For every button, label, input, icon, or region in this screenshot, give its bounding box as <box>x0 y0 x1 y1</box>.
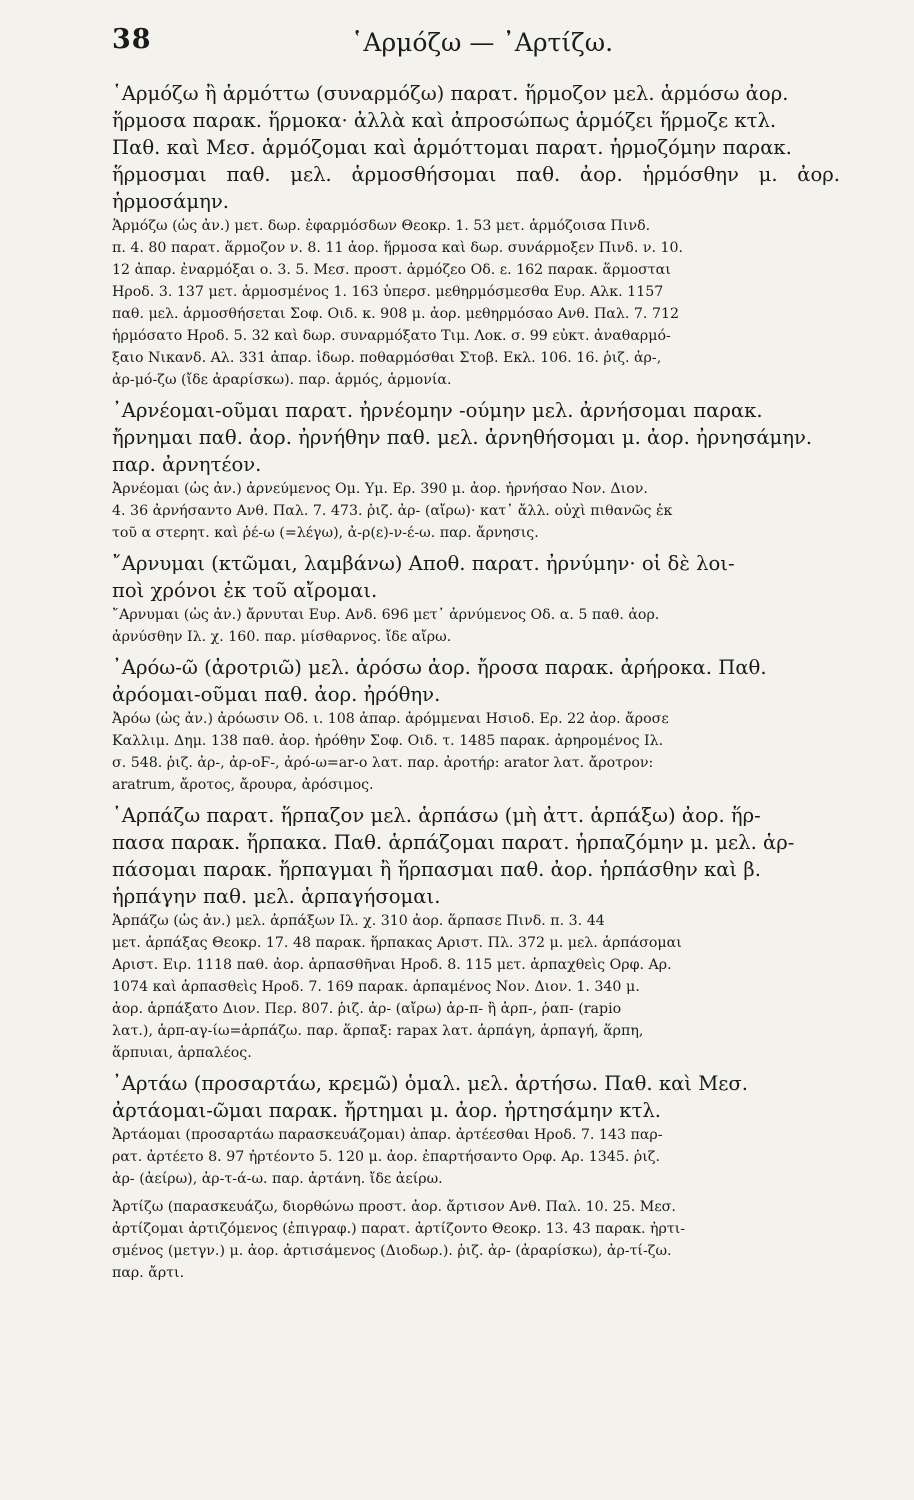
entry-arnymai <box>112 550 840 648</box>
entry-artao <box>112 1070 840 1190</box>
entry-citations: Ἀρτίζω (παρασκευάζω, διορθώνω προστ. ἀορ. ἄρτισον Ανθ. Παλ. 10. 25. Μεσ. ἀρτίζομαι ἀρτιζόμενος (ἐπιγραφ.) παρατ. ἀρτίζοντο Θεοκρ. 13. 43 παρακ. ἠρτι- σμένος (μετγν.) μ. ἀορ. ἀρτισάμενος (Διοδωρ.). ῥιζ. ἀρ- (ἀραρίσκω), ἀρ-τί-ζω. παρ. ἄρτι. <box>112 1199 686 1281</box>
entry-main-text: ῾Αρπάζω παρατ. ἥρπαζον μελ. ἁρπάσω (μὴ ἀττ. ἁρπάξω) ἀορ. ἥρ- πασα παρακ. ἥρπακα. Παθ. ἁρπάζομαι παρατ. ἡρπαζόμην μ. μελ. ἁρ- πάσομαι παρακ. ἥρπαγμαι ἢ ἥρπασμαι παθ. ἀορ. ἡρπάσθην καὶ β. ἡρπάγην παθ. μελ. ἁρπαγήσομαι. <box>112 804 795 908</box>
entry-aroo <box>112 654 840 796</box>
entry-artizo <box>112 1196 840 1284</box>
entry-main-text: ᾽Αρτάω (προσαρτάω, κρεμῶ) ὁμαλ. μελ. ἀρτήσω. Παθ. καὶ Μεσ. ἀρτάομαι-ῶμαι παρακ. ἤρτημαι μ. ἀορ. ἠρτησάμην κτλ. <box>112 1072 749 1122</box>
entry-arneomai <box>112 397 840 544</box>
entry-harpazo <box>112 802 840 1064</box>
page-number: 38 <box>112 24 152 55</box>
entry-citations: ῎Αρνυμαι (ὡς ἀν.) ἄρνυται Ευρ. Ανδ. 696 μετ᾽ ἀρνύμενος Οδ. α. 5 παθ. ἀορ. ἀρνύσθην Ιλ. χ. 160. παρ. μίσθαρνος. ἴδε αἴρω. <box>112 607 660 645</box>
entries-column <box>112 80 840 1290</box>
entry-citations: Ἁρπάζω (ὡς ἀν.) μελ. ἁρπάξων Ιλ. χ. 310 ἀορ. ἅρπασε Πινδ. π. 3. 44 μετ. ἁρπάξας Θεοκρ. 17. 48 παρακ. ἥρπακας Αριστ. Πλ. 372 μ. μελ. ἁρπάσομαι Αριστ. Ειρ. 1118 παθ. ἀορ. ἁρπασθῆναι Ηροδ. 8. 115 μετ. ἁρπαχθεὶς Ορφ. Αρ. 1074 καὶ ἁρπασθεὶς Ηροδ. 7. 169 παρακ. ἁρπαμένος Νον. Διον. 1. 340 μ. ἀορ. ἁρπάξατο Διον. Περ. 807. ῥιζ. ἁρ- (αἴρω) ἁρ-π- ἢ ἁρπ-, ῥαπ- (rapio λατ.), ἁρπ-αγ-ίω=ἁρπάζω. παρ. ἅρπαξ: rapax λατ. ἁρπάγη, ἁρπαγή, ἅρπη, ἅρπυιαι, ἁρπαλέος. <box>112 913 682 1061</box>
entry-citations: Ἀρνέομαι (ὡς ἀν.) ἀρνεύμενος Ομ. Υμ. Ερ. 390 μ. ἀορ. ἠρνήσαο Νον. Διον. 4. 36 ἀρνήσαντο Ανθ. Παλ. 7. 473. ῥιζ. ἀρ- (αἴρω)· κατ᾽ ἄλλ. οὐχὶ πιθανῶς ἐκ τοῦ α στερητ. καὶ ῥέ-ω (=λέγω), ἀ-ρ(ε)-ν-έ-ω. παρ. ἄρνησις. <box>112 481 673 541</box>
entry-main-text: ῾Αρμόζω ἢ ἁρμόττω (συναρμόζω) παρατ. ἥρμοζον μελ. ἁρμόσω ἀορ. ἥρμοσα παρακ. ἥρμοκα· ἀλλὰ καὶ ἀπροσώπως ἁρμόζει ἥρμοζε κτλ. Παθ. καὶ Μεσ. ἁρμόζομαι καὶ ἁρμόττομαι παρατ. ἡρμοζόμην παρακ. ἥρμοσμαι παθ. μελ. ἁρμοσθήσομαι παθ. ἀορ. ἡρμόσθην μ. ἀορ. ἡρμοσάμην. <box>112 82 840 213</box>
entry-main-text: ῎Αρνυμαι (κτῶμαι, λαμβάνω) Αποθ. παρατ. ἠρνύμην· οἱ δὲ λοι- ποὶ χρόνοι ἐκ τοῦ αἴρομαι. <box>112 552 735 602</box>
running-head: ῾Αρμόζω — ᾽Αρτίζω. <box>350 28 614 57</box>
entry-citations: Ἀρόω (ὡς ἀν.) ἀρόωσιν Οδ. ι. 108 ἀπαρ. ἀρόμμεναι Ησιοδ. Ερ. 22 ἀορ. ἄροσε Καλλιμ. Δημ. 138 παθ. ἀορ. ἠρόθην Σοφ. Οιδ. τ. 1485 παρακ. ἀρηρομένος Ιλ. σ. 548. ῥιζ. ἀρ-, ἀρ-οϜ-, ἀρό-ω=ar-o λατ. παρ. ἀροτήρ: arator λατ. ἄροτρον: aratrum, ἄροτος, ἄρουρα, ἀρόσιμος. <box>112 711 669 793</box>
entry-citations: Ἁρμόζω (ὡς ἀν.) μετ. δωρ. ἐφαρμόσδων Θεοκρ. 1. 53 μετ. ἁρμόζοισα Πινδ. π. 4. 80 παρατ. ἅρμοζον ν. 8. 11 ἀορ. ἥρμοσα καὶ δωρ. συνάρμοξεν Πινδ. ν. 10. 12 ἀπαρ. ἐναρμόξαι ο. 3. 5. Μεσ. προστ. ἁρμόζεο Οδ. ε. 162 παρακ. ἅρμοσται Ηροδ. 3. 137 μετ. ἁρμοσμένος 1. 163 ὑπερσ. μεθηρμόσμεσθα Ευρ. Αλκ. 1157 παθ. μελ. ἁρμοσθήσεται Σοφ. Οιδ. κ. 908 μ. ἀορ. μεθηρμόσαο Ανθ. Παλ. 7. 712 ἡρμόσατο Ηροδ. 5. 32 καὶ δωρ. συναρμόξατο Τιμ. Λοκ. σ. 99 εὐκτ. ἀναθαρμό- ξαιο Νικανδ. Αλ. 331 ἀπαρ. ἰδωρ. ποθαρμόσθαι Στοβ. Εκλ. 106. 16. ῥιζ. ἀρ-, ἀρ-μό-ζω (ἴδε ἀραρίσκω). παρ. ἁρμός, ἁρμονία. <box>112 218 684 388</box>
entry-citations: Ἀρτάομαι (προσαρτάω παρασκευάζομαι) ἀπαρ. ἀρτέεσθαι Ηροδ. 7. 143 παρ- ρατ. ἀρτέετο 8. 97 ἠρτέοντο 5. 120 μ. ἀορ. ἐπαρτήσαντο Ορφ. Αρ. 1345. ῥιζ. ἀρ- (ἀείρω), ἀρ-τ-ά-ω. παρ. ἀρτάνη. ἴδε ἀείρω. <box>112 1127 663 1187</box>
entry-main-text: ᾽Αρνέομαι-οῦμαι παρατ. ἠρνέομην -ούμην μελ. ἀρνήσομαι παρακ. ἤρνημαι παθ. ἀορ. ἠρνήθην παθ. μελ. ἀρνηθήσομαι μ. ἀορ. ἠρνησάμην. παρ. ἀρνητέον. <box>112 399 813 476</box>
entry-harmozo <box>112 80 840 391</box>
entry-main-text: ᾽Αρόω-ῶ (ἀροτριῶ) μελ. ἀρόσω ἀορ. ἤροσα παρακ. ἀρήροκα. Παθ. ἀρόομαι-οῦμαι παθ. ἀορ. ἠρόθην. <box>112 656 767 706</box>
page-header <box>112 24 852 64</box>
